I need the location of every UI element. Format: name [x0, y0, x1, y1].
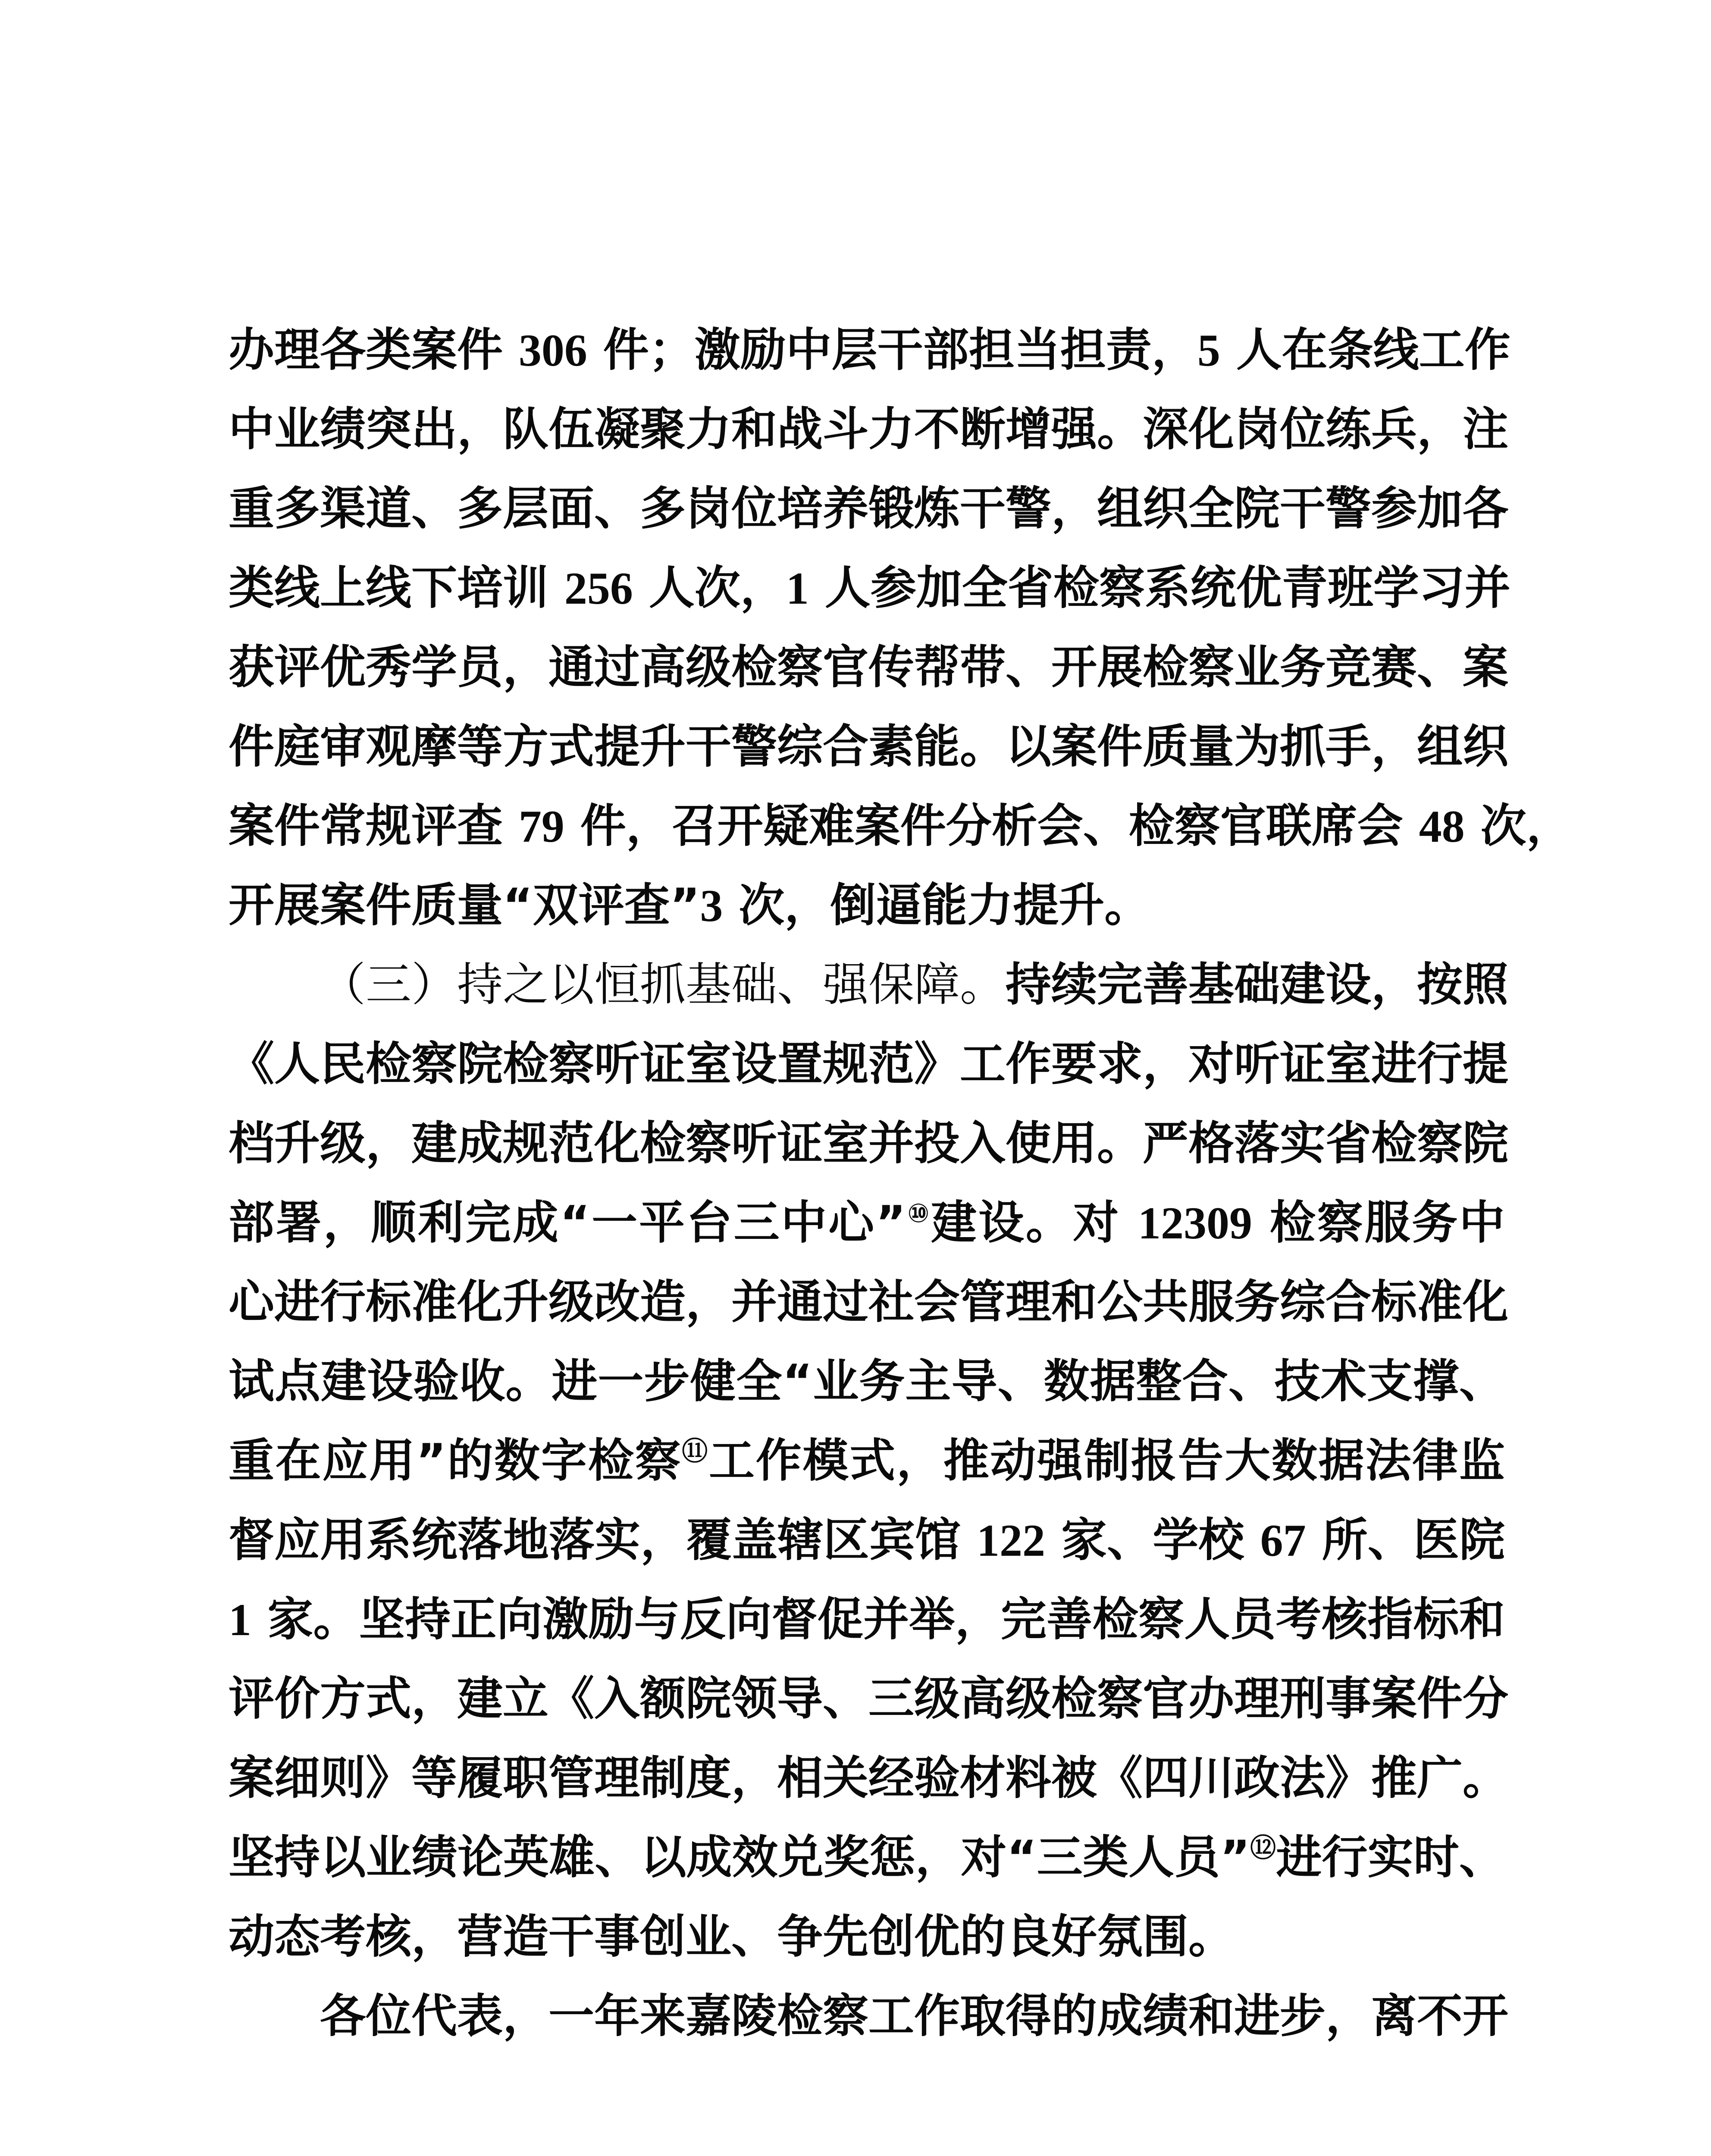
text-line	[229, 1818, 1505, 1897]
text-line	[229, 1977, 1508, 2056]
text-line	[229, 1263, 1508, 1342]
text-run: 3	[700, 881, 723, 931]
text-run: 开展案件质量“双评查”	[229, 879, 700, 932]
text-run: 坚持以业绩论英雄、以成效兑奖惩，对“三类人员”	[229, 1831, 1250, 1884]
text-run: 人参加全省检察系统优青班学习并	[808, 561, 1510, 614]
text-run: 档升级，建成规范化检察听证室并投入使用。严格落实省检察院	[229, 1117, 1508, 1170]
text-run: 122	[977, 1515, 1046, 1566]
footnote-marker: ⑩	[906, 1198, 931, 1228]
text-run: 家。坚持正向激励与反向督促并举，完善检察人员考核指标和	[251, 1593, 1505, 1646]
text-run: 中业绩突出，队伍凝聚力和战斗力不断增强。深化岗位练兵，注	[229, 403, 1508, 456]
text-run: 建设。对	[931, 1196, 1138, 1249]
text-line	[229, 310, 1510, 390]
text-run: 进行实时、	[1276, 1831, 1505, 1884]
footnote-marker: ⑫	[1250, 1833, 1276, 1863]
text-line	[229, 707, 1508, 787]
text-run: 1	[229, 1595, 251, 1645]
text-run: 5	[1197, 325, 1220, 376]
footnote-marker: ⑪	[682, 1436, 709, 1467]
text-run: 件，召开疑难案件分析会、检察官联席会	[564, 799, 1419, 852]
text-line	[229, 787, 1572, 866]
text-run: 所、医院	[1306, 1514, 1505, 1567]
text-run: 动态考核，营造干事创业、争先创优的良好氛围。	[229, 1910, 1234, 1963]
text-run: 48	[1419, 801, 1465, 852]
text-run: 督应用系统落地落实，覆盖辖区宾馆	[229, 1514, 977, 1567]
text-run: 持续完善基础建设，按照	[1006, 958, 1508, 1011]
text-run: 部署，顺利完成“一平台三中心”	[229, 1196, 906, 1249]
text-run: 获评优秀学员，通过高级检察官传帮带、开展检察业务竞赛、案	[229, 641, 1508, 694]
text-run: 评价方式，建立《入额院领导、三级高级检察官办理刑事案件分	[229, 1672, 1508, 1725]
text-run: 次，倒逼能力提升。	[723, 879, 1150, 932]
body-text	[229, 310, 1572, 2056]
text-line	[229, 1025, 1508, 1104]
text-line	[229, 1739, 1508, 1818]
text-line	[229, 866, 1505, 945]
text-run: 件；激励中层干部担当担责，	[587, 323, 1197, 376]
text-line	[229, 1183, 1505, 1263]
text-line	[229, 945, 1508, 1025]
text-run: 256	[564, 563, 633, 614]
text-run: 79	[518, 801, 564, 852]
text-run: 件庭审观摩等方式提升干警综合素能。以案件质量为抓手，组织	[229, 720, 1508, 773]
text-line	[229, 1342, 1505, 1421]
text-run: 心进行标准化升级改造，并通过社会管理和公共服务综合标准化	[229, 1275, 1508, 1329]
text-line	[229, 1897, 1505, 1977]
text-run: 案件常规评查	[229, 799, 519, 852]
text-line	[229, 548, 1510, 628]
text-run: 1	[786, 563, 809, 614]
text-line	[229, 469, 1508, 548]
text-line	[229, 1580, 1505, 1659]
text-run: 12309	[1138, 1198, 1253, 1248]
text-run: 人次，	[633, 561, 786, 614]
text-run: 家、学校	[1045, 1514, 1260, 1567]
text-run: 检察服务中	[1252, 1196, 1505, 1249]
text-run: 类线上线下培训	[229, 561, 564, 614]
text-run: 67	[1260, 1515, 1306, 1566]
text-line	[229, 1501, 1505, 1580]
text-run: 案细则》等履职管理制度，相关经验材料被《四川政法》推广。	[229, 1752, 1508, 1805]
text-line	[229, 1659, 1508, 1739]
text-line	[229, 1104, 1508, 1183]
text-run: 各位代表，一年来嘉陵检察工作取得的成绩和进步，离不开	[320, 1990, 1508, 2043]
text-run: 试点建设验收。进一步健全“业务主导、数据整合、技术支撑、	[229, 1355, 1505, 1408]
text-run: 办理各类案件	[229, 323, 519, 376]
text-run: 工作模式，推动强制报告大数据法律监	[708, 1434, 1505, 1487]
text-run: 人在条线工作	[1220, 323, 1510, 376]
text-line	[229, 628, 1508, 707]
text-line	[229, 1421, 1505, 1501]
text-run: 306	[518, 325, 587, 376]
text-line	[229, 390, 1508, 469]
text-run: （三）持之以恒抓基础、强保障。	[320, 958, 1006, 1011]
text-run: 《人民检察院检察听证室设置规范》工作要求，对听证室进行提	[229, 1037, 1508, 1091]
text-run: 次，	[1464, 799, 1572, 852]
text-run: 重在应用”的数字检察	[229, 1434, 682, 1487]
text-run: 重多渠道、多层面、多岗位培养锻炼干警，组织全院干警参加各	[229, 482, 1508, 535]
